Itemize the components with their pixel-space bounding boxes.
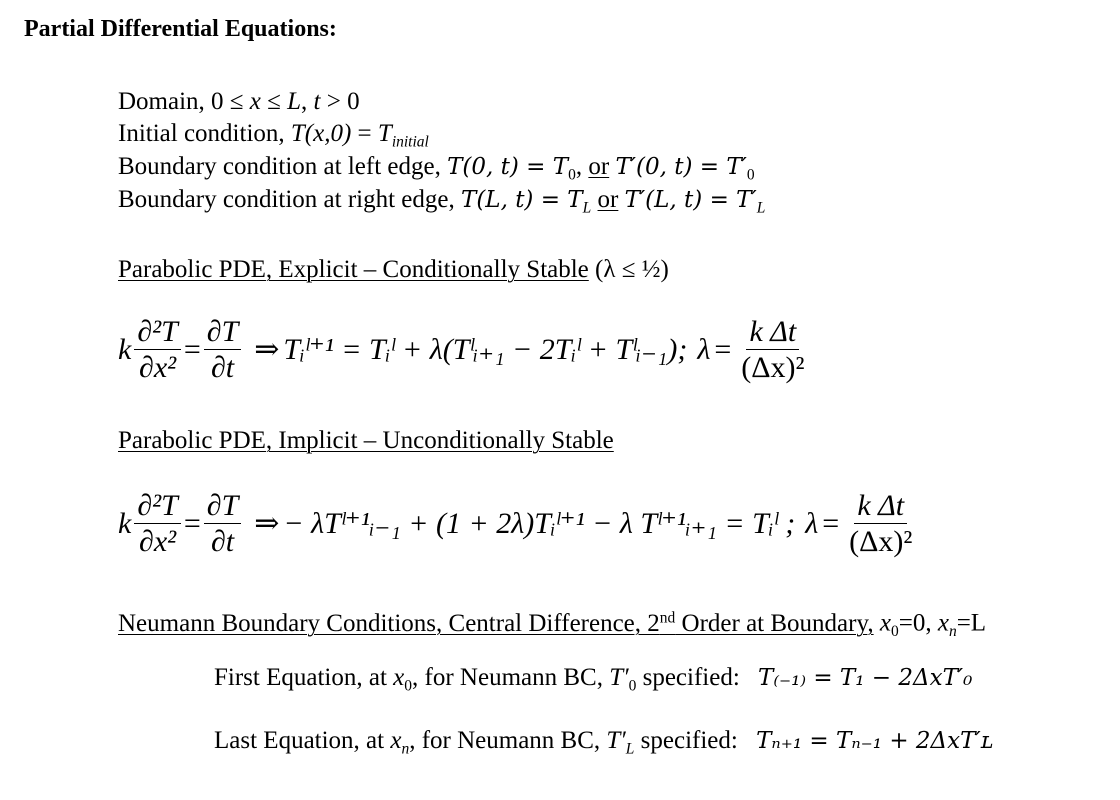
domain-label: Domain, 0 ≤ <box>118 88 244 115</box>
right-bc-label: Boundary condition at right edge, <box>118 186 455 213</box>
last-equation-line <box>214 725 993 765</box>
implicit-rhs: − λTˡ⁺¹ᵢ₋₁ + (1 + 2λ)Tᵢˡ⁺¹ − λ Tˡ⁺¹ᵢ₊₁ = Tᵢˡ ; <box>283 507 796 540</box>
dt-denominator: ∂t <box>210 350 235 384</box>
equals-sign: = <box>183 332 201 366</box>
lambda-fraction <box>738 316 807 383</box>
domain-t: t <box>313 88 321 115</box>
domain-le: ≤ <box>267 88 281 115</box>
first-eq-spec: specified: <box>642 664 740 691</box>
right-bc-line <box>118 184 765 224</box>
second-derivative-fraction-implicit <box>134 490 181 557</box>
last-eq-x: x <box>390 727 402 754</box>
right-bc-expr1: T(L, t) = T <box>460 187 583 213</box>
second-derivative-fraction <box>134 316 181 383</box>
left-bc-sub1: 0 <box>568 166 576 184</box>
left-bc-expr1: T(0, t) = T <box>447 154 569 180</box>
page-title: Partial Differential Equations: <box>24 16 337 42</box>
neumann-heading-b: Order at Boundary, <box>675 609 874 637</box>
equals-sign-implicit: = <box>183 506 201 540</box>
last-eq-label: Last Equation, at <box>214 727 385 754</box>
right-bc-sub2: L <box>756 199 766 217</box>
first-eq-mid: , for Neumann BC, <box>412 664 603 691</box>
explicit-condition: (λ ≤ ½) <box>595 256 669 283</box>
dt-denominator-implicit: ∂t <box>210 524 235 558</box>
dxsq-denominator: (Δx)² <box>741 350 805 384</box>
neumann-xn: x <box>937 609 949 637</box>
neumann-xn-val: =L <box>956 609 987 637</box>
lambda-fraction-implicit <box>846 490 915 557</box>
initial-eq: = <box>351 120 378 147</box>
lambda-equals-implicit: = <box>822 506 840 540</box>
dT-numerator: ∂T <box>204 316 242 350</box>
neumann-x0-sub: 0 <box>890 622 899 640</box>
lambda-equals: = <box>714 332 732 366</box>
coef-k-implicit: k <box>118 506 132 540</box>
right-bc-expr2: T′(L, t) = T′ <box>624 187 757 213</box>
domain-x: x <box>249 88 261 115</box>
first-eq-label: First Equation, at <box>214 664 387 691</box>
kdt-numerator-implicit: k Δt <box>854 490 907 524</box>
explicit-rhs: Tᵢˡ⁺¹ = Tᵢˡ + λ(Tˡᵢ₊₁ − 2Tᵢˡ + Tˡᵢ₋₁); <box>283 333 688 366</box>
dx2-denominator-implicit: ∂x² <box>139 524 177 558</box>
last-eq-T: T′ <box>606 727 626 754</box>
last-eq-spec: specified: <box>640 727 738 754</box>
dx2-denominator: ∂x² <box>139 350 177 384</box>
neumann-heading-a: Neumann Boundary Conditions, Central Difference, 2 <box>118 609 660 637</box>
coef-k: k <box>118 332 132 366</box>
first-eq-x: x <box>393 664 405 691</box>
initial-sub: initial <box>391 133 429 151</box>
left-bc-label: Boundary condition at left edge, <box>118 153 441 180</box>
domain-L: L <box>287 88 302 115</box>
implicit-heading: Parabolic PDE, Implicit – Unconditionally Stable <box>118 427 614 454</box>
first-eq-x-sub: 0 <box>404 677 413 695</box>
neumann-xn-sub: n <box>948 622 957 640</box>
last-eq-T-sub: L <box>625 740 635 758</box>
lambda-symbol: λ <box>697 332 711 366</box>
d2T-numerator-implicit: ∂²T <box>134 490 181 524</box>
kdt-numerator: k Δt <box>746 316 799 350</box>
left-bc-line: Boundary condition at left edge, T(0, $t) = T_0$, or T′(0, $t) = T'_0$ <box>118 153 755 184</box>
first-eq-T: T′ <box>609 664 629 691</box>
lambda-symbol-implicit: λ <box>805 506 819 540</box>
neumann-heading <box>118 610 874 637</box>
first-eq-rhs: T₍₋₁₎ = T₁ − 2ΔxT′₀ <box>758 665 973 691</box>
neumann-x0: x <box>879 609 891 637</box>
implies-arrow-implicit: ⇒ <box>254 507 280 540</box>
first-eq-T-sub: 0 <box>628 677 637 695</box>
first-equation-line <box>214 662 972 702</box>
time-derivative-fraction-implicit <box>204 490 242 557</box>
dT-numerator-implicit: ∂T <box>204 490 242 524</box>
last-eq-mid: , for Neumann BC, <box>409 727 601 754</box>
explicit-heading-line <box>118 254 669 286</box>
neumann-heading-line <box>118 602 986 648</box>
d2T-numerator: ∂²T <box>134 316 181 350</box>
explicit-equation <box>118 316 811 383</box>
implies-arrow: ⇒ <box>254 333 280 366</box>
domain-gt0: > 0 <box>326 88 360 115</box>
time-derivative-fraction <box>204 316 242 383</box>
implicit-heading-line <box>118 425 614 457</box>
left-bc-or: or <box>588 153 610 180</box>
neumann-heading-sup: nd <box>659 609 676 626</box>
left-bc-expr2: T′(0, t) = T′ <box>615 154 747 180</box>
neumann-x0-val: =0, <box>898 609 932 637</box>
initial-T: T <box>377 120 392 147</box>
last-eq-rhs: Tₙ₊₁ = Tₙ₋₁ + 2ΔxT′ʟ <box>756 728 994 754</box>
implicit-equation <box>118 490 918 557</box>
left-bc-sub2: 0 <box>746 166 755 184</box>
initial-lhs: T(x,0) <box>290 120 352 147</box>
domain-line: Domain, 0 ≤ x ≤ L, t > 0 <box>118 88 360 115</box>
initial-label: Initial condition, <box>118 120 285 147</box>
last-eq-x-sub: n <box>401 740 410 758</box>
explicit-heading: Parabolic PDE, Explicit – Conditionally Stable <box>118 256 589 283</box>
right-bc-or: or <box>597 186 619 213</box>
dxsq-denominator-implicit: (Δx)² <box>849 524 913 558</box>
right-bc-sub1: L <box>582 199 592 217</box>
